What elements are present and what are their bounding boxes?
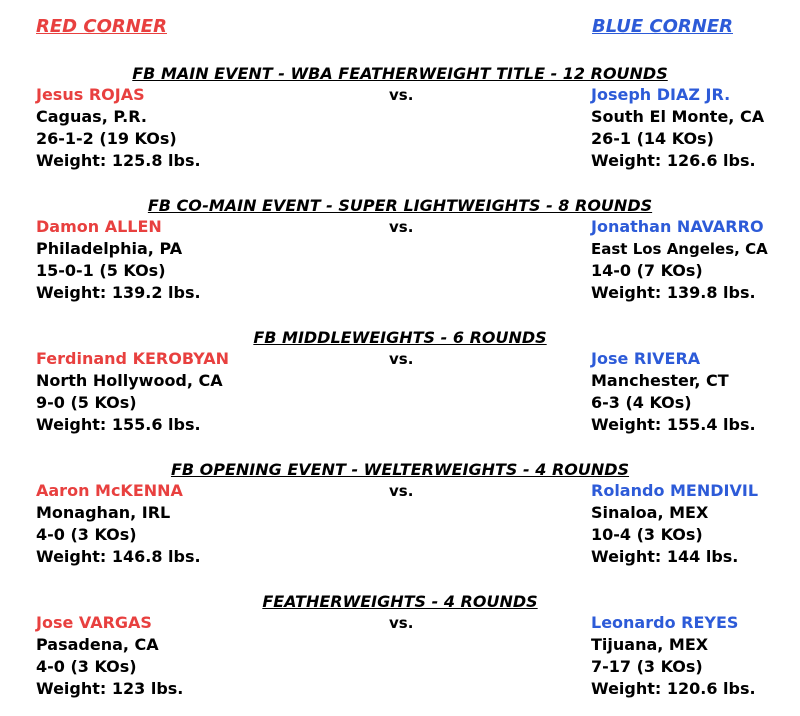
red-fighter bbox=[36, 480, 201, 568]
fighter-name: Jesus ROJAS bbox=[36, 85, 145, 104]
fighter-weight: Weight: 125.8 lbs. bbox=[36, 151, 201, 170]
fighter-name: Jonathan NAVARRO bbox=[591, 217, 764, 236]
vs-label: vs. bbox=[389, 86, 414, 104]
blue-corner-heading: BLUE CORNER bbox=[592, 16, 733, 37]
bout-middleweights bbox=[0, 328, 800, 438]
fighter-name: Ferdinand KEROBYAN bbox=[36, 349, 229, 368]
blue-fighter bbox=[591, 216, 768, 304]
red-fighter bbox=[36, 348, 229, 436]
fighter-name: Jose VARGAS bbox=[36, 613, 152, 632]
fighter-name: Joseph DIAZ JR. bbox=[591, 85, 731, 104]
vs-label: vs. bbox=[389, 614, 414, 632]
blue-fighter bbox=[591, 348, 756, 436]
fighter-weight: Weight: 126.6 lbs. bbox=[591, 151, 756, 170]
fighter-name: Aaron McKENNA bbox=[36, 481, 183, 500]
fighter-hometown: Pasadena, CA bbox=[36, 635, 159, 654]
fighter-name: Leonardo REYES bbox=[591, 613, 739, 632]
fighter-name: Damon ALLEN bbox=[36, 217, 162, 236]
vs-label: vs. bbox=[389, 482, 414, 500]
fighter-record: 7-17 (3 KOs) bbox=[591, 657, 703, 676]
red-corner-heading: RED CORNER bbox=[36, 16, 167, 37]
fighter-weight: Weight: 120.6 lbs. bbox=[591, 679, 756, 698]
fighter-record: 9-0 (5 KOs) bbox=[36, 393, 137, 412]
fighter-hometown: North Hollywood, CA bbox=[36, 371, 223, 390]
fighter-weight: Weight: 139.8 lbs. bbox=[591, 283, 756, 302]
vs-label: vs. bbox=[389, 218, 414, 236]
fighter-name: Jose RIVERA bbox=[591, 349, 701, 368]
fighter-weight: Weight: 123 lbs. bbox=[36, 679, 184, 698]
fighter-record: 4-0 (3 KOs) bbox=[36, 657, 137, 676]
bout-title: FB OPENING EVENT - WELTERWEIGHTS - 4 ROUNDS bbox=[170, 460, 630, 479]
red-fighter bbox=[36, 612, 183, 700]
fighter-weight: Weight: 144 lbs. bbox=[591, 547, 739, 566]
fighter-hometown: Sinaloa, MEX bbox=[591, 503, 709, 522]
red-fighter bbox=[36, 84, 201, 172]
fighter-weight: Weight: 155.4 lbs. bbox=[591, 415, 756, 434]
fighter-record: 26-1-2 (19 KOs) bbox=[36, 129, 177, 148]
blue-fighter bbox=[591, 480, 758, 568]
red-fighter bbox=[36, 216, 201, 304]
fighter-record: 6-3 (4 KOs) bbox=[591, 393, 692, 412]
fighter-record: 14-0 (7 KOs) bbox=[591, 261, 703, 280]
blue-fighter bbox=[591, 612, 756, 700]
fighter-hometown: Caguas, P.R. bbox=[36, 107, 147, 126]
fighter-hometown: Philadelphia, PA bbox=[36, 239, 183, 258]
fighter-weight: Weight: 155.6 lbs. bbox=[36, 415, 201, 434]
fighter-weight: Weight: 139.2 lbs. bbox=[36, 283, 201, 302]
fighter-hometown: East Los Angeles, CA bbox=[591, 240, 768, 258]
fighter-weight: Weight: 146.8 lbs. bbox=[36, 547, 201, 566]
fighter-record: 4-0 (3 KOs) bbox=[36, 525, 137, 544]
vs-label: vs. bbox=[389, 350, 414, 368]
bout-main-event bbox=[0, 64, 800, 174]
fighter-hometown: Tijuana, MEX bbox=[591, 635, 709, 654]
blue-fighter bbox=[591, 84, 764, 172]
bout-title: FB CO-MAIN EVENT - SUPER LIGHTWEIGHTS - 8 ROUNDS bbox=[147, 196, 653, 215]
fighter-record: 26-1 (14 KOs) bbox=[591, 129, 714, 148]
fighter-record: 15-0-1 (5 KOs) bbox=[36, 261, 166, 280]
fighter-name: Rolando MENDIVIL bbox=[591, 481, 759, 500]
fighter-hometown: South El Monte, CA bbox=[591, 107, 765, 126]
fighter-hometown: Manchester, CT bbox=[591, 371, 729, 390]
bout-featherweights bbox=[0, 592, 800, 702]
bout-co-main-event bbox=[0, 196, 800, 306]
bout-title: FB MAIN EVENT - WBA FEATHERWEIGHT TITLE - 12 ROUNDS bbox=[132, 64, 668, 83]
fighter-hometown: Monaghan, IRL bbox=[36, 503, 171, 522]
bout-opening-event bbox=[0, 460, 800, 570]
bout-title: FB MIDDLEWEIGHTS - 6 ROUNDS bbox=[253, 328, 547, 347]
fighter-record: 10-4 (3 KOs) bbox=[591, 525, 703, 544]
bout-title: FEATHERWEIGHTS - 4 ROUNDS bbox=[262, 592, 538, 611]
